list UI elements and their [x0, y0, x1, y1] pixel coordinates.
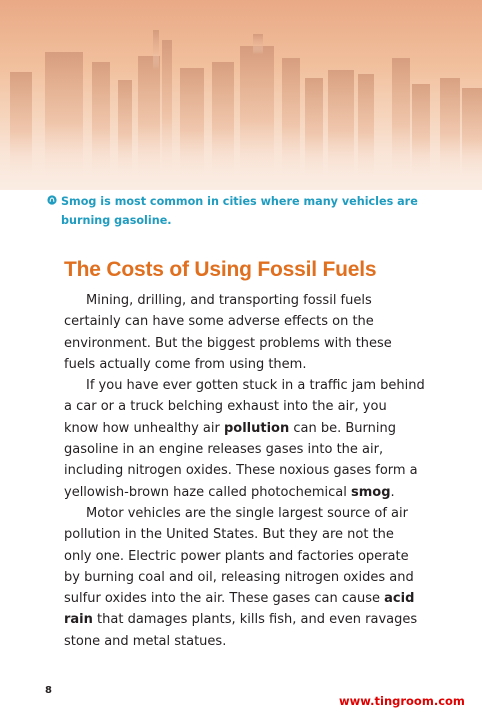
- section-heading: The Costs of Using Fossil Fuels: [64, 258, 377, 281]
- keyword-rain: rain: [64, 612, 93, 628]
- page-number: 8: [45, 685, 52, 696]
- text-line: Motor vehicles are the single largest source of air: [86, 505, 408, 521]
- keyword-smog: smog: [350, 484, 391, 500]
- text-run: know how unhealthy air: [64, 420, 224, 436]
- caption-line-2: burning gasoline.: [61, 214, 172, 227]
- text-line: certainly can have some adverse effects on the: [64, 314, 374, 330]
- text-line: a car or a truck belching exhaust into the air, you: [64, 399, 387, 415]
- text-run: that damages plants, kills fish, and even ravages: [92, 612, 418, 628]
- text-line: [64, 418, 426, 439]
- smog-city-photo: [0, 0, 482, 190]
- text-line: gasoline in an engine releases gases into the air,: [64, 442, 384, 458]
- info-icon: [47, 195, 57, 205]
- text-line: [64, 482, 426, 503]
- text-line: only one. Electric power plants and factories operate: [64, 548, 409, 564]
- text-line: [64, 588, 426, 609]
- text-line: including nitrogen oxides. These noxious gases form a: [64, 463, 418, 479]
- keyword-acid: acid: [384, 591, 415, 607]
- watermark-link[interactable]: www.tingroom.com: [339, 694, 465, 708]
- paragraph-2: [64, 375, 426, 503]
- text-line: Mining, drilling, and transporting fossil fuels: [86, 293, 372, 308]
- paragraph-1: [64, 290, 426, 375]
- text-line: fuels actually come from using them.: [64, 356, 307, 372]
- caption-line-1: Smog is most common in cities where many vehicles are: [61, 195, 418, 208]
- text-run: .: [390, 484, 395, 500]
- keyword-pollution: pollution: [223, 420, 290, 436]
- text-line: If you have ever gotten stuck in a traffic jam behind: [86, 378, 425, 394]
- text-run: can be. Burning: [289, 420, 396, 436]
- text-line: pollution in the United States. But they are not the: [64, 527, 394, 543]
- text-line: by burning coal and oil, releasing nitrogen oxides and: [64, 569, 414, 585]
- text-line: [64, 609, 426, 630]
- photo-caption: [61, 192, 421, 230]
- body-text: [64, 290, 426, 652]
- text-run: yellowish-brown haze called photochemical: [64, 484, 351, 500]
- text-line: environment. But the biggest problems with these: [64, 335, 392, 351]
- city-skyline-illustration: [0, 0, 482, 190]
- text-run: sulfur oxides into the air. These gases can cause: [64, 591, 385, 607]
- paragraph-3: [64, 503, 426, 652]
- text-line: stone and metal statues.: [64, 633, 227, 649]
